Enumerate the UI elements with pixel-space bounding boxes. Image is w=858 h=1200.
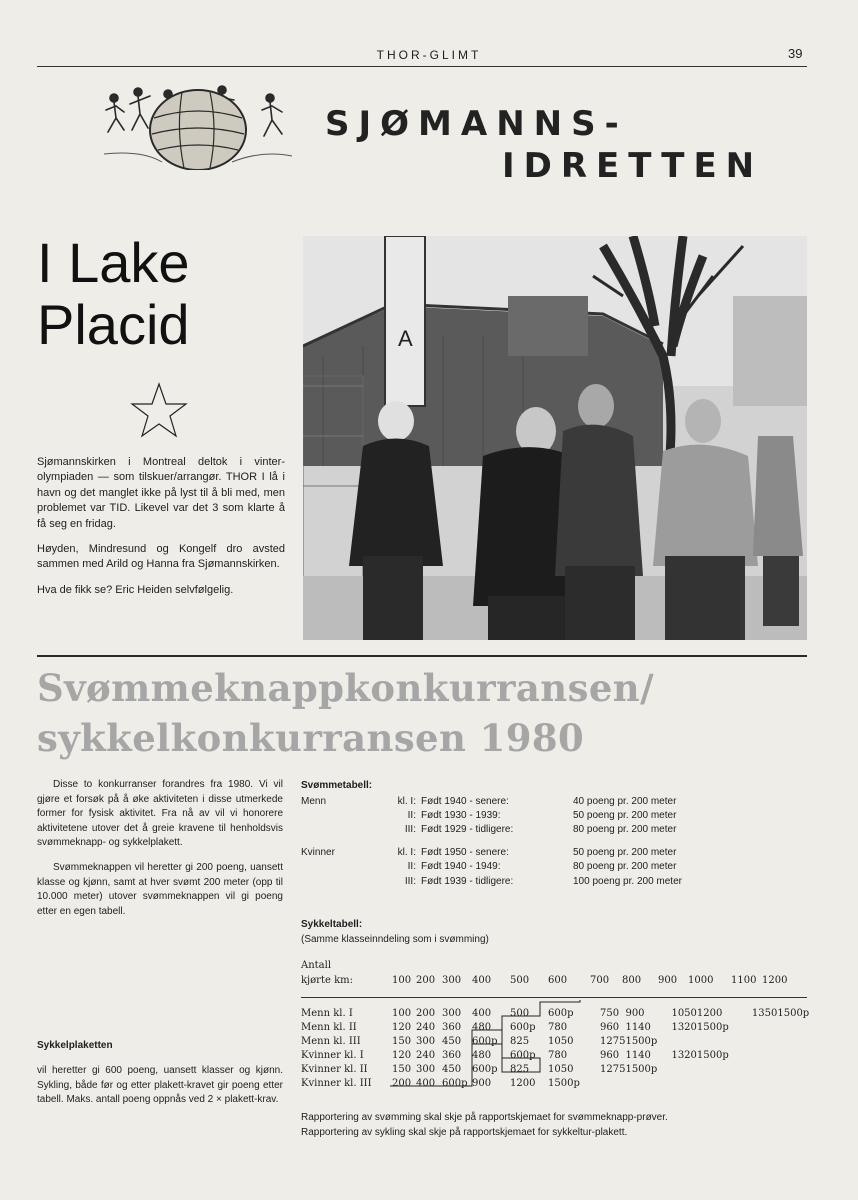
table-row: III: Født 1929 - tidligere: 80 poeng pr. 200 meter <box>404 824 677 836</box>
lake-placid-photo <box>303 236 807 640</box>
reporting-cycle: Rapportering av sykling skal skje på rapportskjemaet for sykkeltur-plakett. <box>301 1127 628 1139</box>
cycle-head-line1: Antall <box>301 960 332 971</box>
section-title-line2: IDRETTEN <box>502 146 764 186</box>
competition-headline-line2: sykkelkonkurransen 1980 <box>37 716 585 760</box>
table-row: Menn kl. I: Født 1940 - senere: 40 poeng pr. 200 meter <box>301 795 677 807</box>
paragraph: Svømmeknappen vil heretter gi 200 poeng, uansett klasse og kjønn, samt at hver svømt 200 meter (opp til 10.000 meter) utover svømmeknappen vil gi poeng etter en egen tabell. <box>37 861 283 917</box>
paragraph: Disse to konkurranser forandres fra 1980. Vi vil gjøre et forsøk på å øke aktiviteten i disse utmerkede former for fysisk aktivitet. Fra nå av vil vi honorere aktivitetene utover det å greie kravene til henholdsvis svømmeknapp- og sykkelplakett. <box>37 779 283 849</box>
title-line1: I Lake <box>37 231 190 294</box>
cycle-table-rule <box>301 997 807 998</box>
reporting-swim: Rapportering av svømming skal skje på rapportskjemaet for svømmeknapp-prøver. <box>301 1112 668 1123</box>
table-row: II: Født 1940 - 1949: 80 poeng pr. 200 meter <box>407 861 677 873</box>
cycle-km-header: 100 200 300 400 500 600 700 800 900 1000 1100 1200 <box>392 975 788 986</box>
competition-headline-line1: Svømmeknappkonkurransen/ <box>37 666 654 710</box>
cycle-table-heading: Sykkeltabell: <box>301 919 363 930</box>
table-row: Menn kl. III 150 300 450 600p 825 1050 1275 1500p <box>301 1035 658 1047</box>
page-number: 39 <box>788 46 803 61</box>
section-divider <box>37 655 807 657</box>
table-row: II: Født 1930 - 1939: 50 poeng pr. 200 meter <box>407 810 677 822</box>
table-row: Kvinner kl. I: Født 1950 - senere: 50 poeng pr. 200 meter <box>301 846 677 858</box>
plakett-heading: Sykkelplaketten <box>37 1040 113 1051</box>
swim-table <box>301 794 682 888</box>
title-line2: Placid <box>37 293 190 356</box>
photo-sign-text: A <box>398 326 413 351</box>
competition-intro <box>37 778 283 929</box>
paragraph: Hva de fikk se? Eric Heiden selvfølgelig. <box>37 583 234 596</box>
magazine-name: THOR-GLIMT <box>376 48 482 62</box>
swim-table-heading: Svømmetabell: <box>301 780 373 791</box>
lake-placid-title <box>37 232 190 356</box>
football-players-illustration <box>102 84 294 170</box>
lake-placid-body <box>37 455 285 608</box>
reporting-notes <box>301 1110 668 1141</box>
table-row: III: Født 1939 - tidligere: 100 poeng pr. 200 meter <box>404 875 682 887</box>
header-rule <box>37 66 807 67</box>
table-row: Menn kl. II 120 240 360 480 600p 780 960 1140 1320 1500p <box>301 1021 729 1033</box>
cycle-table-subheading: (Samme klasseinndeling som i svømming) <box>301 934 489 945</box>
table-row: Kvinner kl. I 120 240 360 480 600p 780 960 1140 1320 1500p <box>301 1049 729 1061</box>
paragraph: Sjømannskirken i Montreal deltok i vinter-olympiaden — som tilskuer/arrangør. THOR I lå i havn og det manglet ikke på lyst til å bli med, men problemet var TID. Likevel var det 3 som klarte å få seg en fridag. <box>37 456 285 530</box>
cycle-head-line2: kjørte km: <box>301 975 353 986</box>
paragraph: Høyden, Mindresund og Kongelf dro avsted sammen med Arild og Hanna fra Sjømannskirken. <box>37 543 285 571</box>
olympic-star-icon <box>130 382 188 438</box>
plakett-text: vil heretter gi 600 poeng, uansett klasser og kjønn. Sykling, både før og etter plakett-kravet gir poeng etter tabell. Maks. antall poeng oppnås ved 2 × plakett-krav. <box>37 1065 283 1106</box>
table-row: Kvinner kl. III 200 400 600p 900 1200 1500p <box>301 1078 580 1090</box>
section-title-line1: SJØMANNS- <box>325 104 628 144</box>
table-row: Kvinner kl. II 150 300 450 600p 825 1050 1275 1500p <box>301 1063 658 1075</box>
table-row: Menn kl. I 100 200 300 400 500 600p 750 900 1050 1200 1350 1500p <box>301 1007 810 1019</box>
plakett-boundary-line <box>390 1000 590 1092</box>
